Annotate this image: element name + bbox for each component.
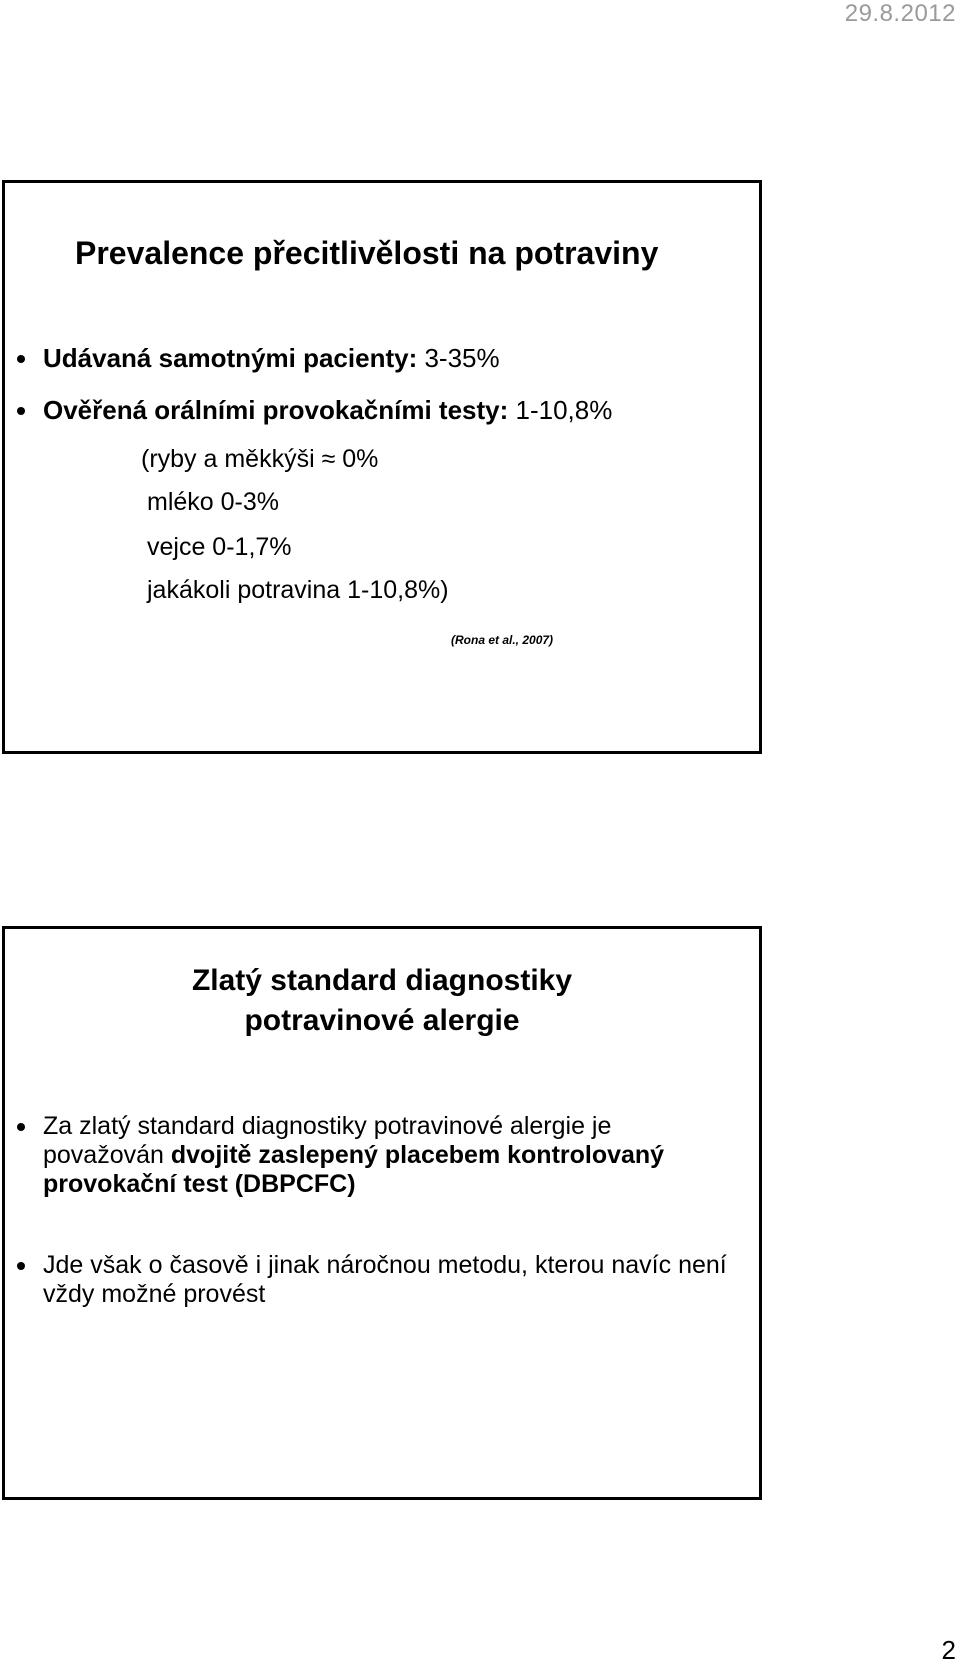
bullet-dot-icon [17,1262,25,1270]
sub-item: vejce 0-1,7% [147,533,292,561]
bullet-text: Jde však o časově i jinak náročnou metodu, kterou navíc není vždy možné provést [43,1251,727,1308]
page-number: 2 [941,1635,956,1665]
bullet-text [43,395,612,425]
bullet-value: 1-10,8% [508,395,613,425]
page-date: 29.8.2012 [844,0,956,27]
slide-title: Prevalence přecitlivělosti na potraviny [75,235,659,271]
bullet-text [43,1112,735,1199]
title-line: potravinové alergie [244,1004,520,1037]
sub-item: mléko 0-3% [147,488,279,516]
bullet-dot-icon [17,1123,25,1131]
bullet-item [15,1251,735,1309]
sub-item: (ryby a měkkýši ≈ 0% [141,445,379,473]
slide-title [5,961,759,1041]
bullet-text-bold: dvojitě zaslepený placebem kontrolovaný provokační test (DBPCFC) [43,1141,665,1198]
title-line: Zlatý standard diagnostiky [191,964,573,997]
citation: (Rona et al., 2007) [451,633,554,647]
bullet-label: Udávaná samotnými pacienty: [43,343,418,373]
bullet-text-regular: Za zlatý standard diagnostiky potravinové alergie je považován [43,1112,612,1169]
bullet-text [43,343,500,373]
bullet-dot-icon [17,407,25,415]
slide-gold-standard [2,926,762,1500]
sub-item: jakákoli potravina 1-10,8%) [147,576,449,604]
bullet-label: Ověřená orálními provokačními testy: [43,395,509,425]
bullet-dot-icon [17,355,25,363]
bullet-value: 3-35% [417,343,500,373]
slide-prevalence [2,180,762,754]
bullet-item [15,1112,735,1199]
